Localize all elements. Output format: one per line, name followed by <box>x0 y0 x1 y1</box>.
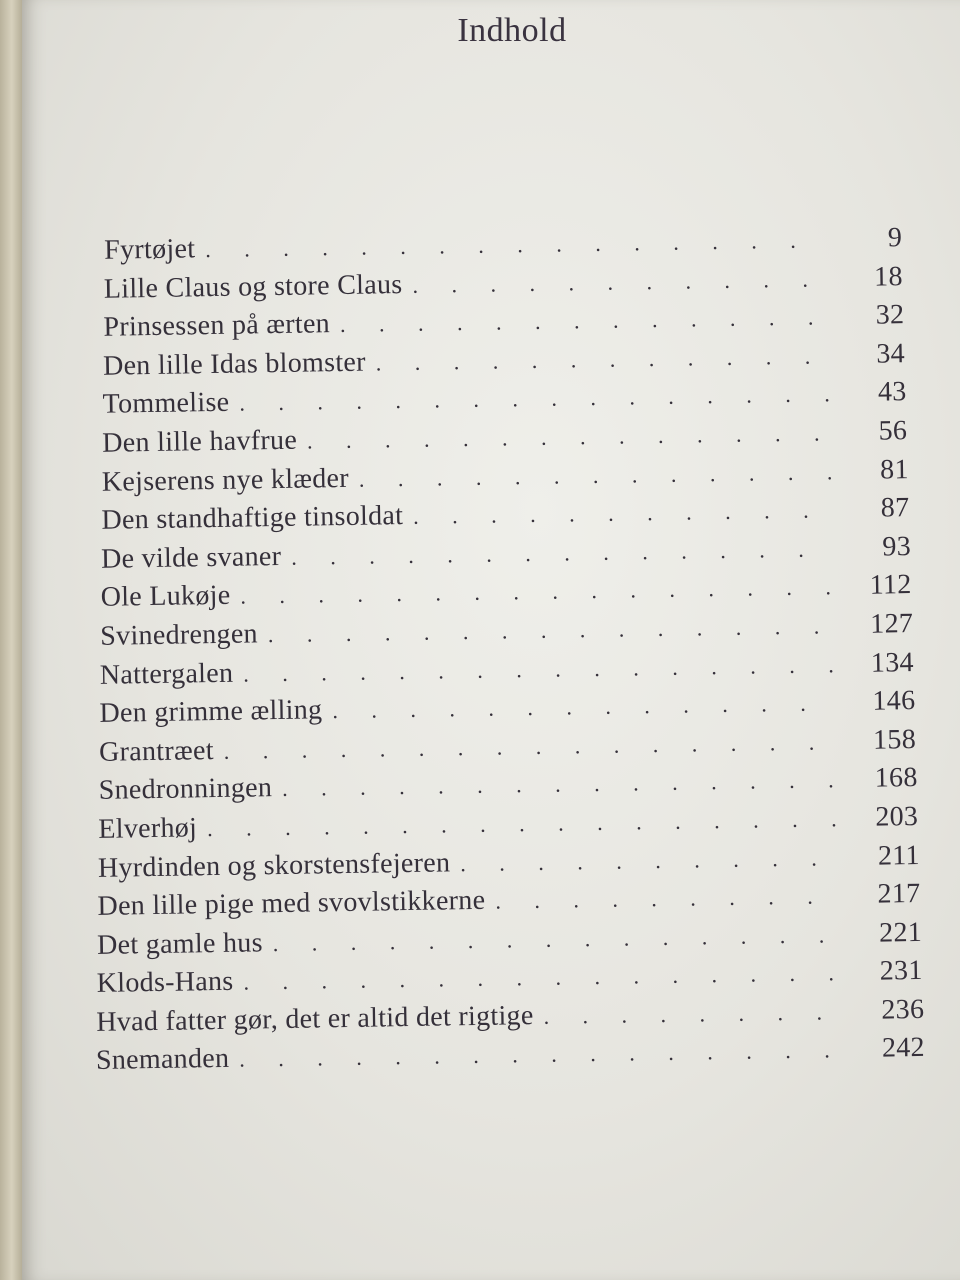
toc-entry-page: 236 <box>881 993 925 1026</box>
toc-entry-page: 9 <box>887 222 903 254</box>
dot-leader <box>282 768 840 803</box>
dot-leader <box>495 883 843 914</box>
toc-entry-title: Nattergalen <box>99 657 234 691</box>
toc-entry-page: 158 <box>872 723 917 756</box>
dot-leader <box>224 729 839 765</box>
toc-entry-page: 81 <box>879 453 910 486</box>
toc-entry-title: Snemanden <box>95 1043 230 1077</box>
toc-entry-title: Svinedrengen <box>100 618 259 652</box>
dot-leader <box>460 845 842 877</box>
toc-entry-title: Lille Claus og store Claus <box>103 268 403 305</box>
dot-leader <box>205 227 824 263</box>
toc-entry-title: Kejserens nye klæder <box>101 462 350 498</box>
dot-leader <box>413 497 832 530</box>
toc-entry-title: Snedronningen <box>98 772 273 807</box>
toc-entry-title: Ole Lukøje <box>100 580 231 614</box>
toc-entry-page: 56 <box>878 415 908 447</box>
table-of-contents <box>22 221 960 1085</box>
toc-entry-page: 203 <box>875 800 919 833</box>
page-title: Indhold <box>457 12 567 49</box>
toc-entry-page: 221 <box>878 916 923 949</box>
dot-leader <box>239 382 829 417</box>
toc-entry-title: Den grimme ælling <box>99 694 323 729</box>
toc-entry-page: 134 <box>870 646 915 679</box>
toc-entry-page: 231 <box>879 955 923 987</box>
dot-leader <box>376 343 828 376</box>
dot-leader <box>332 690 837 724</box>
toc-entry-page: 217 <box>877 878 921 910</box>
toc-entry-page: 127 <box>870 607 914 640</box>
toc-entry-title: Klods-Hans <box>96 966 234 1000</box>
toc-entry-page: 18 <box>873 260 903 293</box>
toc-entry-title: Det gamle hus <box>96 926 264 961</box>
dot-leader <box>412 266 825 298</box>
toc-entry-page: 34 <box>876 337 906 370</box>
dot-leader <box>340 305 827 339</box>
toc-entry-title: Tommelise <box>102 387 230 421</box>
toc-entry-page: 32 <box>875 299 905 331</box>
dot-leader <box>207 806 841 842</box>
dot-leader <box>243 652 836 687</box>
toc-entry-title: De vilde svaner <box>100 540 282 575</box>
toc-entry-title: Den standhaftige tinsoldat <box>101 500 404 536</box>
dot-leader <box>359 459 831 492</box>
toc-entry-page: 93 <box>882 530 912 563</box>
toc-entry-page: 146 <box>872 685 916 717</box>
toc-entry-title: Fyrtøjet <box>103 233 196 266</box>
toc-entry-title: Hvad fatter gør, det er altid det rigtige <box>96 999 534 1038</box>
toc-entry-page: 87 <box>880 492 910 524</box>
book-page <box>22 0 960 1280</box>
toc-entry-title: Elverhøj <box>98 812 198 845</box>
dot-leader <box>543 999 846 1030</box>
toc-entry-page: 242 <box>881 1032 926 1065</box>
toc-entry-page: 43 <box>877 376 907 408</box>
dot-leader <box>268 613 836 648</box>
dot-leader <box>243 960 845 995</box>
toc-entry-title: Den lille havfrue <box>102 424 298 459</box>
dot-leader <box>291 536 833 571</box>
toc-entry-title: Prinsessen på ærten <box>103 308 331 343</box>
toc-entry-title: Den lille Idas blomster <box>102 346 366 382</box>
toc-entry-title: Grantræet <box>98 734 215 768</box>
toc-entry-page: 168 <box>874 762 918 794</box>
toc-entry-title: Hyrdinden og skorstensfejeren <box>97 846 451 884</box>
toc-entry-page: 211 <box>877 839 921 872</box>
dot-leader <box>273 922 845 957</box>
dot-leader <box>240 575 834 610</box>
toc-entry-title: Den lille pige med svovlstikkerne <box>97 884 486 922</box>
toc-entry-page: 112 <box>869 569 912 602</box>
dot-leader <box>307 420 830 454</box>
dot-leader <box>239 1038 847 1074</box>
